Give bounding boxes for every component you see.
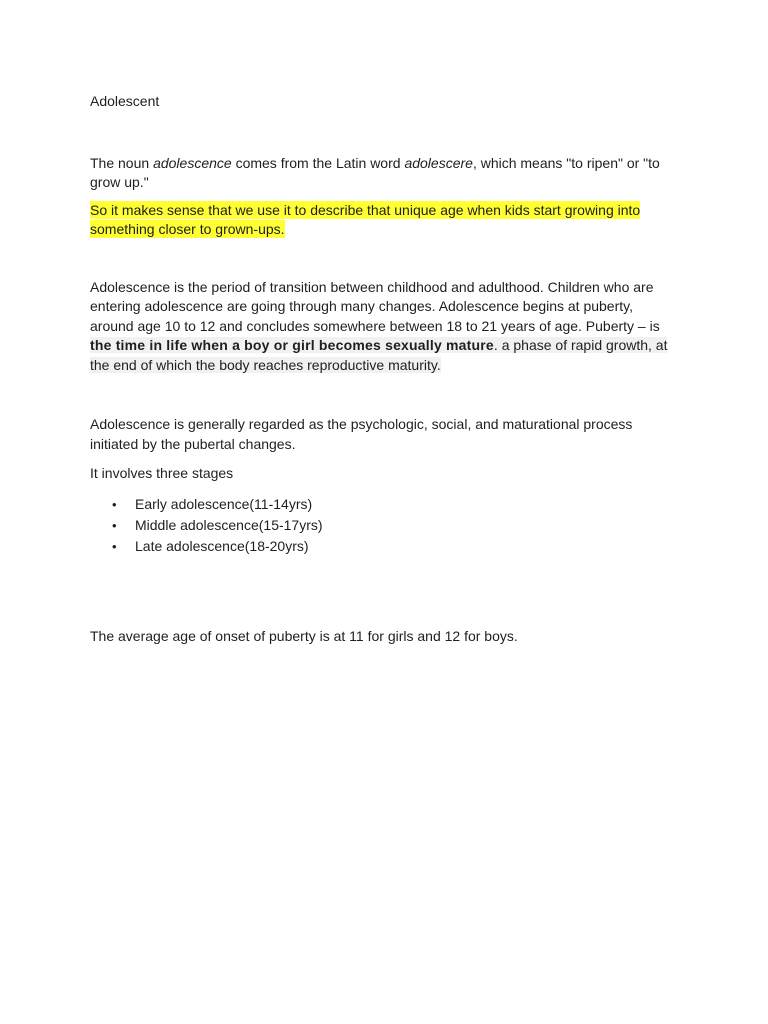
document-title: Adolescent <box>90 93 160 109</box>
list-item <box>90 536 678 557</box>
paragraph-process: Adolescence is generally regarded as the psychologic, social, and maturational process initiated by the pubertal changes. <box>90 416 633 452</box>
highlighted-text: So it makes sense that we use it to describe that unique age when kids start growing into something closer to grown-ups. <box>90 201 641 237</box>
list-item <box>90 515 678 536</box>
paragraph-definition <box>90 278 678 376</box>
paragraph-highlighted <box>90 201 678 240</box>
italic-word: adolescence <box>153 154 232 171</box>
bullet-icon: • <box>112 538 117 554</box>
list-item-label: Middle adolescence(15-17yrs) <box>135 516 323 533</box>
bullet-icon: • <box>112 496 117 512</box>
list-item <box>90 494 678 515</box>
text-run: comes from the Latin word <box>231 154 405 171</box>
paragraph-stages-intro: It involves three stages <box>90 465 234 481</box>
italic-word: adolescere <box>404 154 473 171</box>
paragraph-etymology <box>90 154 678 193</box>
shaded-text: . a phase of rapid growth, at the end of which the body reaches reproductive maturity. <box>90 337 668 373</box>
bullet-icon: • <box>112 517 117 533</box>
stages-list <box>90 494 678 557</box>
bold-text: the time in life when a boy or girl becomes sexually mature <box>90 337 494 353</box>
text-run: Adolescence is the period of transition between childhood and adulthood. Children who are entering adolescence are going through many changes. Adolescence begins at puberty, around age 10 to 12 and concludes somewhere between 18 to 21 years of age. Puberty – is <box>90 278 660 334</box>
text-run: , which means "to ripen" or "to grow up." <box>90 154 660 190</box>
list-item-label: Early adolescence(11-14yrs) <box>135 495 313 512</box>
text-run: The noun <box>90 154 154 171</box>
paragraph-onset: The average age of onset of puberty is at 11 for girls and 12 for boys. <box>90 627 518 644</box>
list-item-label: Late adolescence(18-20yrs) <box>135 537 309 554</box>
